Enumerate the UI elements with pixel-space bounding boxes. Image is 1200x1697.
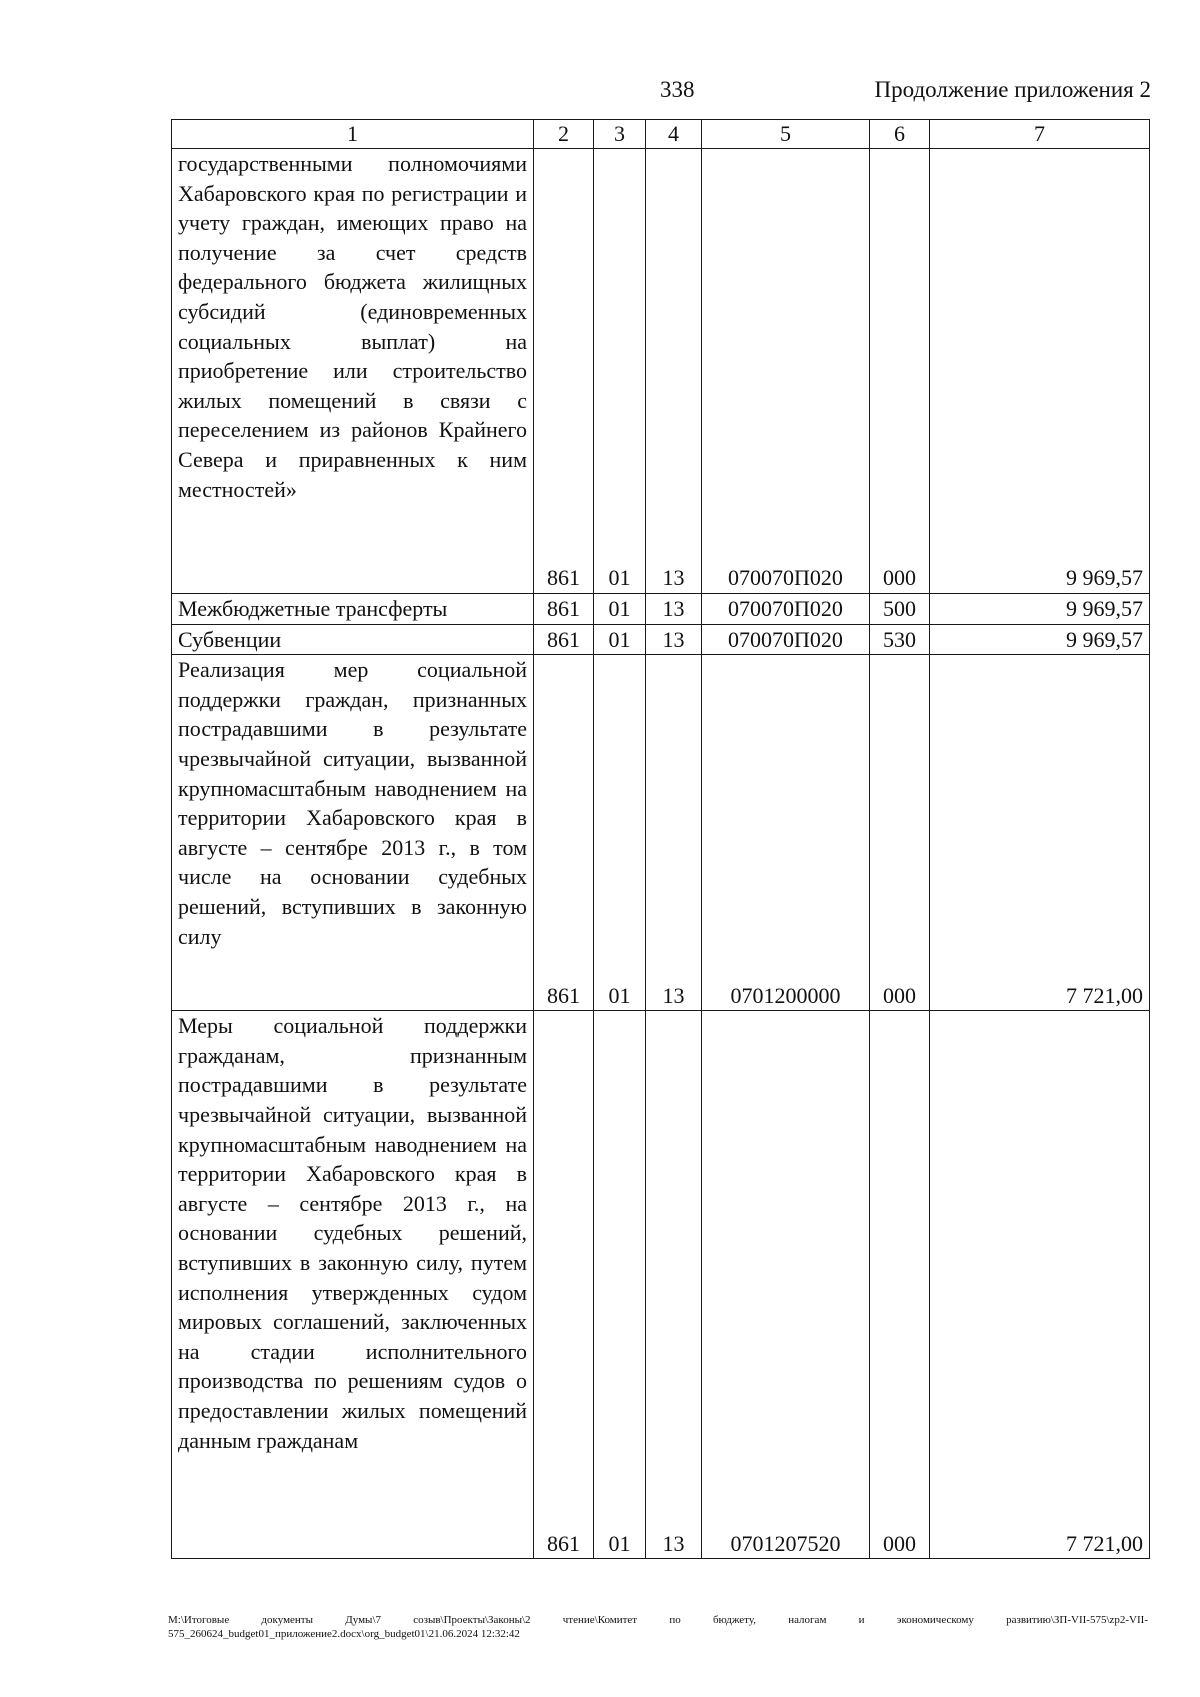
- cell-amount: 7 721,00: [930, 655, 1150, 1011]
- cell-col6: 530: [870, 624, 930, 655]
- cell-col4: 13: [646, 1011, 702, 1559]
- cell-col4: 13: [646, 149, 702, 594]
- column-header: 1: [172, 120, 534, 149]
- cell-col5: 070070П020: [702, 624, 870, 655]
- cell-col3: 01: [594, 594, 646, 625]
- cell-amount: 7 721,00: [930, 1011, 1150, 1559]
- column-header: 5: [702, 120, 870, 149]
- cell-col2: 861: [534, 624, 594, 655]
- row-description: Субвенции: [172, 624, 534, 655]
- column-header: 6: [870, 120, 930, 149]
- document-path-footer: M:\Итоговые документы Думы\7 созыв\Проекты\Законы\2 чтение\Комитет по бюджету, налогам и экономическому развитию\ЗП-VII-575\zp2-VII-575_260624_budget01_приложение2.docx\org_budget01\21.06.2024 12:32:42: [168, 1614, 1148, 1640]
- cell-amount: 9 969,57: [930, 149, 1150, 594]
- table-row: [172, 624, 1150, 655]
- cell-col3: 01: [594, 624, 646, 655]
- cell-col6: 000: [870, 1011, 930, 1559]
- table-row: [172, 655, 1150, 1011]
- cell-col2: 861: [534, 594, 594, 625]
- column-header: 7: [930, 120, 1150, 149]
- page-number: 338: [660, 77, 695, 102]
- cell-col2: 861: [534, 655, 594, 1011]
- column-header: 3: [594, 120, 646, 149]
- column-header: 2: [534, 120, 594, 149]
- cell-col2: 861: [534, 149, 594, 594]
- cell-col5: 070070П020: [702, 594, 870, 625]
- cell-col6: 500: [870, 594, 930, 625]
- row-description: Меры социальной поддержки гражданам, признанным пострадавшими в результате чрезвычайной ситуации, вызванной крупномасштабным наводнением на территории Хабаровского края в августе – сентябре 2013 г., на основании судебных решений, вступивших в законную силу, путем исполнения утвержденных судом мировых соглашений, заключенных на стадии исполнительного производства по решениям судов о предоставлении жилых помещений данным гражданам: [172, 1011, 534, 1559]
- table-row: [172, 594, 1150, 625]
- row-description: государственными полномочиями Хабаровского края по регистрации и учету граждан, имеющих право на получение за счет средств федерального бюджета жилищных субсидий (единовременных социальных выплат) на приобретение или строительство жилых помещений в связи с переселением из районов Крайнего Севера и приравненных к ним местностей»: [172, 149, 534, 594]
- cell-col5: 070070П020: [702, 149, 870, 594]
- column-header: 4: [646, 120, 702, 149]
- cell-col3: 01: [594, 149, 646, 594]
- table-row: [172, 149, 1150, 594]
- cell-col4: 13: [646, 624, 702, 655]
- continuation-label: Продолжение приложения 2: [874, 77, 1151, 102]
- table-row: [172, 1011, 1150, 1559]
- budget-table: [171, 119, 1150, 1559]
- cell-col6: 000: [870, 149, 930, 594]
- cell-amount: 9 969,57: [930, 594, 1150, 625]
- cell-col6: 000: [870, 655, 930, 1011]
- table-header-row: [172, 120, 1150, 149]
- cell-col2: 861: [534, 1011, 594, 1559]
- cell-col4: 13: [646, 655, 702, 1011]
- cell-col4: 13: [646, 594, 702, 625]
- cell-col5: 0701207520: [702, 1011, 870, 1559]
- cell-col3: 01: [594, 1011, 646, 1559]
- row-description: Межбюджетные трансферты: [172, 594, 534, 625]
- cell-col3: 01: [594, 655, 646, 1011]
- cell-amount: 9 969,57: [930, 624, 1150, 655]
- cell-col5: 0701200000: [702, 655, 870, 1011]
- row-description: Реализация мер социальной поддержки граждан, признанных пострадавшими в результате чрезвычайной ситуации, вызванной крупномасштабным наводнением на территории Хабаровского края в августе – сентябре 2013 г., в том числе на основании судебных решений, вступивших в законную силу: [172, 655, 534, 1011]
